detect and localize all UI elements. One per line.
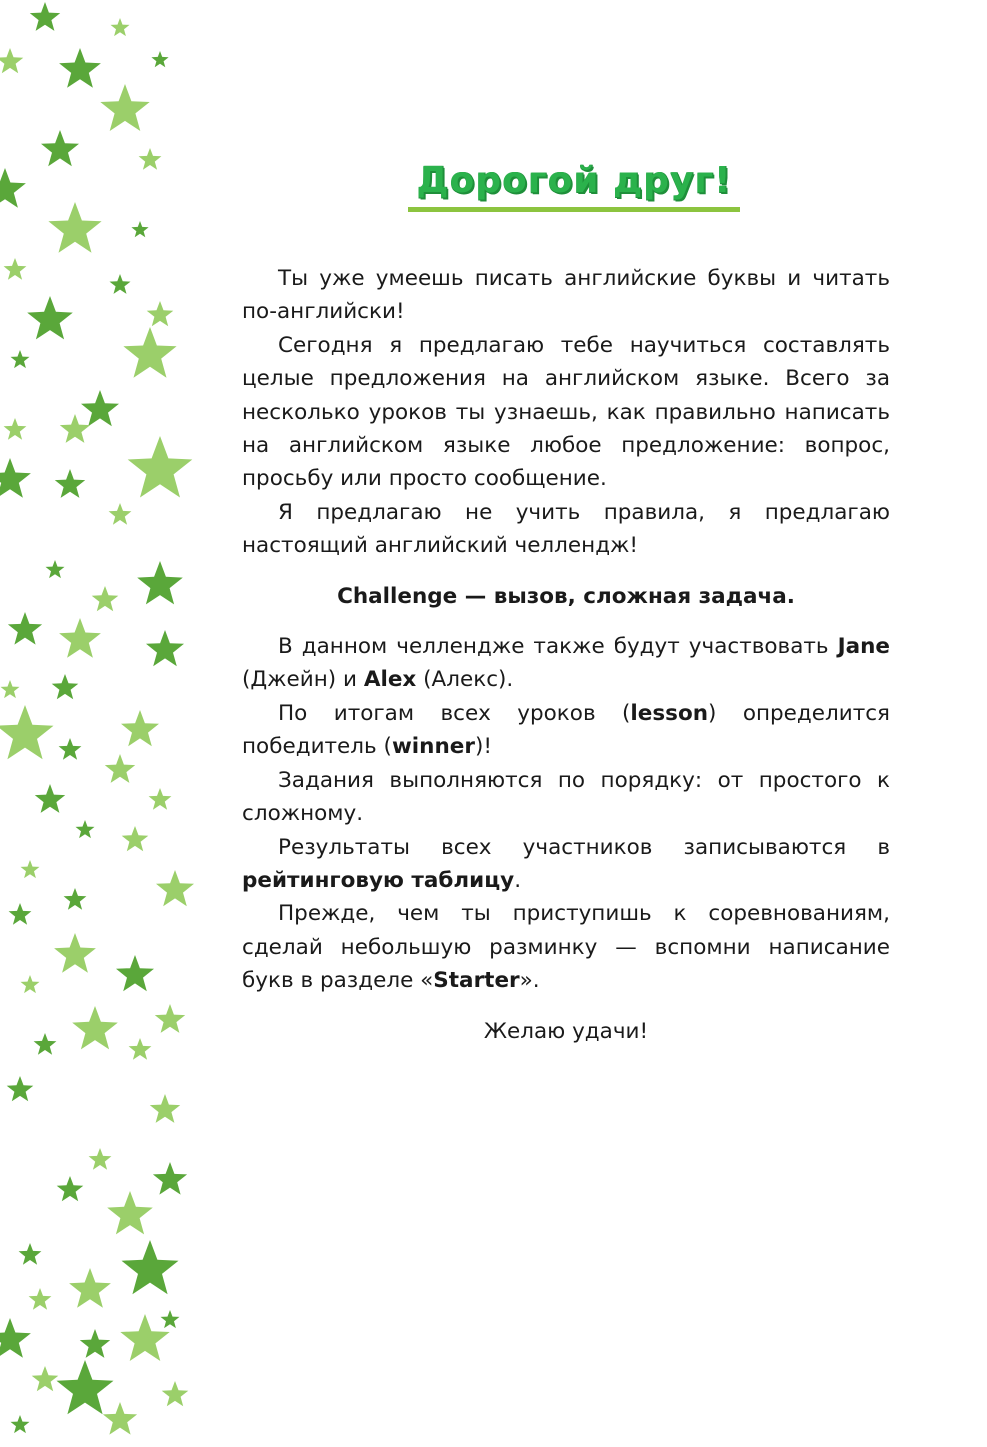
star-icon <box>131 221 148 237</box>
star-icon <box>21 860 40 878</box>
text-fragment: (Алекс). <box>416 667 514 693</box>
star-icon <box>64 888 87 910</box>
star-icon <box>109 503 132 525</box>
term-winner: winner <box>391 734 475 760</box>
star-icon <box>54 933 96 973</box>
star-icon <box>128 436 193 498</box>
star-icon <box>146 630 184 666</box>
star-icon <box>111 18 130 36</box>
text-fragment: ». <box>519 968 540 994</box>
star-icon <box>35 784 65 813</box>
star-icon <box>55 469 85 498</box>
star-icon <box>72 1006 118 1049</box>
star-icon <box>121 710 159 746</box>
text-fragment: )! <box>474 734 492 760</box>
star-icon <box>57 1360 114 1414</box>
closing-wish: Желаю удачи! <box>483 1018 649 1044</box>
star-icon <box>162 1381 189 1406</box>
text-fragment: В данном челлендже также будут участвовать <box>278 634 838 660</box>
star-icon <box>120 1314 169 1361</box>
title-block <box>408 160 740 212</box>
star-icon <box>150 1094 180 1123</box>
paragraph-challenge-offer: Я предлагаю не учить правила, я предлагаю настоящий английский челлендж! <box>242 499 890 559</box>
star-icon <box>153 1162 187 1195</box>
star-icon <box>11 350 30 368</box>
paragraph-results <box>242 831 890 898</box>
page-title: Дорогой друг! <box>416 160 732 201</box>
star-icon <box>155 1004 185 1033</box>
star-icon <box>27 296 73 339</box>
star-icon <box>156 870 194 906</box>
name-alex: Alex <box>363 667 417 693</box>
star-icon <box>105 754 135 783</box>
text-fragment: Прежде, чем ты приступишь к соревнованиям, сделай небольшую разминку — вспомни написание букв в разделе « <box>242 901 890 994</box>
star-icon <box>29 1288 52 1310</box>
star-icon <box>4 418 27 440</box>
star-icon <box>149 788 172 810</box>
star-icon <box>122 1240 179 1294</box>
star-icon <box>151 51 168 67</box>
star-icon <box>89 1148 112 1170</box>
star-icon <box>103 1402 137 1435</box>
star-icon <box>9 903 32 925</box>
paragraph-participants <box>242 630 890 697</box>
star-icon <box>0 48 23 73</box>
star-icon <box>69 1268 111 1308</box>
text-fragment: . <box>514 867 522 893</box>
star-icon <box>34 1033 57 1055</box>
star-icon <box>7 1076 34 1101</box>
star-icon <box>1 680 20 698</box>
star-icon <box>48 202 101 253</box>
star-icon <box>19 1243 42 1265</box>
star-icon <box>59 738 82 760</box>
star-icon <box>46 560 65 578</box>
text-fragment: (Джейн) и <box>242 667 364 693</box>
star-icon <box>92 586 119 611</box>
star-icon <box>129 1038 152 1060</box>
star-icon <box>30 2 60 31</box>
star-icon <box>107 1191 153 1234</box>
star-icon <box>100 84 149 131</box>
text-fragment: Результаты всех участников записываются в <box>278 834 890 860</box>
star-icon <box>139 148 162 170</box>
star-icon <box>11 1415 30 1433</box>
paragraph-warmup <box>242 897 890 997</box>
text-fragment: По итогам всех уроков ( <box>278 700 631 726</box>
term-rating-table: рейтинговую таблицу <box>242 867 515 893</box>
title-underline <box>408 207 740 212</box>
star-icon <box>4 258 27 280</box>
text-fragment: ) определится победитель ( <box>242 700 890 760</box>
star-icon <box>32 1366 59 1391</box>
star-icon <box>0 705 54 759</box>
paragraph-order: Задания выполняются по порядку: от простого к сложному. <box>242 767 890 827</box>
paragraph-intro: Ты уже умеешь писать английские буквы и читать по-английски! <box>242 266 890 325</box>
star-icon <box>59 618 101 658</box>
star-icon <box>21 975 40 993</box>
star-icon <box>110 274 131 294</box>
star-icon <box>80 1329 110 1358</box>
star-icon <box>8 612 42 645</box>
star-icon <box>59 48 101 88</box>
term-starter: Starter <box>433 968 520 994</box>
star-icon <box>137 561 183 604</box>
letter-body <box>242 262 890 1048</box>
star-icon <box>81 390 119 426</box>
name-jane: Jane <box>837 634 890 660</box>
star-icon <box>52 674 79 699</box>
paragraph-winner <box>242 697 890 764</box>
challenge-definition: Challenge — вызов, сложная задача. <box>337 583 795 609</box>
star-icon <box>147 301 174 326</box>
star-icon <box>60 414 90 443</box>
star-pattern-border <box>0 0 210 1447</box>
star-icon <box>41 130 79 166</box>
star-icon <box>122 826 149 851</box>
star-icon <box>123 327 176 378</box>
term-lesson: lesson <box>630 700 709 726</box>
star-icon <box>0 458 31 498</box>
star-icon <box>57 1176 84 1201</box>
star-icon <box>76 820 95 838</box>
paragraph-today: Сегодня я предлагаю тебе научиться составлять целые предложения на английском языке. Всего за несколько уроков ты узнаешь, как правильно написать на английском языке любое предложение: вопрос, просьбу или просто сообщение. <box>242 332 890 492</box>
star-icon <box>0 168 26 208</box>
star-icon <box>116 955 154 991</box>
star-icon <box>161 1310 180 1328</box>
star-icon <box>0 1318 31 1358</box>
